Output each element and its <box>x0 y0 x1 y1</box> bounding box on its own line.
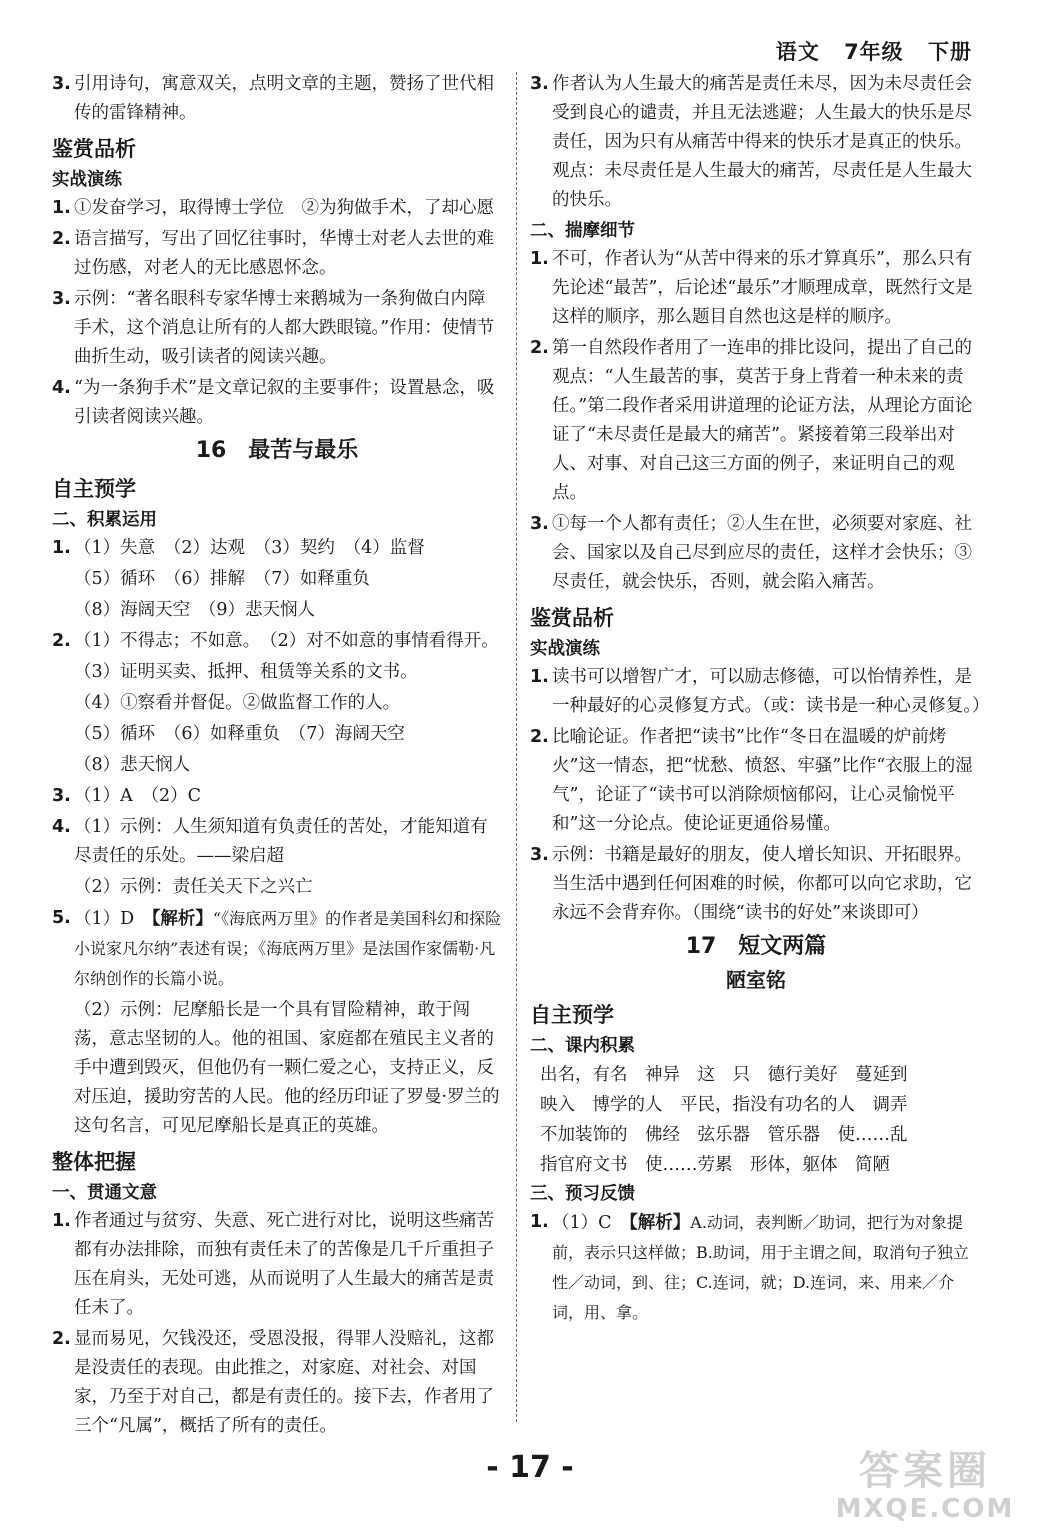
subsection-heading-detail: 二、揣摩细节 <box>530 221 635 241</box>
subsection-heading-feedback: 三、预习反馈 <box>530 1184 635 1204</box>
answer-item: 2. （1）不得志；不如意。 （2）对不如意的事情看得开。 <box>52 631 499 651</box>
answer-item: 4. “为一条狗手术”是文章记叙的主要事件；设置悬念，吸引读者阅读兴趣。 <box>52 378 495 427</box>
section-heading-appreciation: 鉴赏品析 <box>52 137 136 161</box>
section-heading-preview: 自主预学 <box>52 477 136 501</box>
lesson-subtitle: 陋室铭 <box>726 968 786 992</box>
subsection-heading-accumulation: 二、积累运用 <box>52 510 157 530</box>
header-volume: 下册 <box>928 40 972 64</box>
section-heading-overall: 整体把握 <box>52 1150 136 1174</box>
answer-item: 2. 显而易见，欠钱没还，受恩没报，得罪人没赔礼，这都是没责任的表现。由此推之，对家庭、对社会、对国家，乃至于对自己，都是有责任的。接下去，作者用了三个“凡属”，概括了所有的责任。 <box>52 1329 494 1436</box>
subsection-heading-thorough: 一、贯通文意 <box>52 1183 157 1203</box>
section-heading-preview: 自主预学 <box>530 1003 614 1027</box>
lesson-title-16: 16 最苦与最乐 <box>195 438 359 463</box>
answer-item: 2. 比喻论证。作者把“读书”比作“冬日在温暖的炉前烤火”这一情态，把“忧愁、愤怒、牢骚”比作“衣服上的湿气”，论证了“读书可以消除烦恼郁闷，让心灵愉悦平和”这一分论点。使论证更通俗易懂。 <box>530 727 973 834</box>
subsection-heading-practice: 实战演练 <box>52 170 122 190</box>
answer-item: 1. （1）C 【解析】A.动词，表判断／助词，把行为对象提前，表示只这样做；B.助词，用于主谓之间，取消句子独立性／动词，到、往；C.连词，就；D.连词，来、用来／介词，用、拿。 <box>530 1212 969 1322</box>
answer-item: 1. （1）失意 （2）达观 （3）契约 （4）监督 <box>52 538 425 558</box>
answer-item: 3. 示例：书籍是最好的朋友，使人增长知识、开拓眼界。当生活中遇到任何困难的时候，你都可以向它求助，它永远不会背弃你。（围绕“读书的好处”来谈即可） <box>530 845 972 923</box>
answer-item: 1. 读书可以增智广才，可以励志修德，可以怡情养性，是一种最好的心灵修复方式。（或：读书是一种心灵修复。） <box>530 667 990 716</box>
column-divider <box>516 72 517 1422</box>
answer-item: 2. 第一自然段作者用了一连串的排比设问，提出了自己的观点：“人生最苦的事，莫苦于身上背着一种未来的责任。”第二段作者采用讲道理的论证方法，从理论方面论证了“未尽责任是最大的痛苦”。紧接着第三段举出对人、对事、对自己这三方面的例子，来证明自己的观点。 <box>530 338 973 503</box>
answer-item: 3. ①每一个人都有责任；②人生在世，必须要对家庭、社会、国家以及自己尽到应尽的责任，这样才会快乐；③尽责任，就会快乐，否则，就会陷入痛苦。 <box>530 514 972 592</box>
answer-item: 3. 作者认为人生最大的痛苦是责任未尽，因为未尽责任会受到良心的谴责，并且无法逃避；人生最大的快乐是尽责任，因为只有从痛苦中得来的快乐才是真正的快乐。观点：未尽责任是人生最大的痛苦，尽责任是人生最大的快乐。 <box>530 74 972 210</box>
answer-item: 2. 语言描写，写出了回忆往事时，华博士对老人去世的难过伤感，对老人的无比感恩怀念。 <box>52 229 494 278</box>
answer-item: 3. 引用诗句，寓意双关，点明文章的主题，赞扬了世代相传的雷锋精神。 <box>52 74 494 123</box>
vocab-list: 出名，有名 神异 这 只 德行美好 蔓延到 映入 博学的人 平民，指没有功名的人 调弄 不加装饰的 佛经 弦乐器 管乐器 使……乱 指官府文书 使……劳累 形体，躯体 简陋 <box>540 1065 908 1175</box>
subsection-heading-practice: 实战演练 <box>530 639 600 659</box>
header-grade: 7年级 <box>844 40 904 64</box>
lesson-title-17: 17 短文两篇 <box>685 934 827 959</box>
page-header <box>760 36 972 66</box>
section-heading-appreciation: 鉴赏品析 <box>530 606 614 630</box>
subsection-heading-inclass: 二、课内积累 <box>530 1036 635 1056</box>
answer-item: 1. 作者通过与贫穷、失意、死亡进行对比，说明这些痛苦都有办法排除，而独有责任未了的苦像是几千斤重担子压在肩头，无处可逃，从而说明了人生最大的痛苦是责任未了。 <box>52 1211 494 1318</box>
answer-item: 3. （1）A （2）C <box>52 786 202 806</box>
left-column: 3. 引用诗句，寓意双关，点明文章的主题，赞扬了世代相传的雷锋精神。 鉴赏品析 实战演练 1. ①发奋学习，取得博士学位 ②为狗做手术，了却心愿 2. 语言描写，写出了回忆往事时，华博士对老人去世的难过伤感，对老人的无比感恩怀念。 3. 示例：“著名眼科专家华博士来鹅城为一条狗做白内障手术，这个消息让所有的人都大跌眼镜。”作用：使情节曲折生动，吸引读者的阅读兴趣。 4. “为一条狗手术”是文章记叙的主要事件；设置悬念，吸引读者阅读兴趣。 16 最苦与最乐 自主预学 二、积累运用 1. （1）失意 （2）达观 （3）契约 （4）监督 （5）循环 （6）排解 （7）如释重负 （8）海阔天空 （9）悲天悯人 2. （1）不得志；不如意。 （2）对不如意的事情看得开。 （3）证明买卖、抵押、租赁等关系的文书。 （4）①察看并督促。②做监督工作的人。 （5）循环 （6）如释重负 （7）海阔天空 （8）悲天悯人 3. （1）A （2）C 4. （1）示例：人生须知道有负责任的苦处，才能知道有尽责任的乐处。——梁启超 （2）示例：责任关天下之兴亡 5. （1）D 【解析】“《海底两万里》的作者是美国科幻和探险小说家凡尔纳”表述有误；《海底两万里》是法国作家儒勒·凡尔纳创作的长篇小说。 （2）示例：尼摩船长是一个具有冒险精神，敢于闯荡，意志坚韧的人。他的祖国、家庭都在殖民主义者的手中遭到毁灭，但他仍有一颗仁爱之心，支持正义，反对压迫，援助穷苦的人民。他的经历印证了罗曼·罗兰的这句名言，可见尼摩船长是真正的英雄。 整体把握 一、贯通文意 1. 作者通过与贫穷、失意、死亡进行对比，说明这些痛苦都有办法排除，而独有责任未了的苦像是几千斤重担子压在肩头，无处可逃，从而说明了人生最大的痛苦是责任未了。 2. 显而易见，欠钱没还，受恩没报，得罪人没赔礼，这都是没责任的表现。由此推之，对家庭、对社会、对国家，乃至于对自己，都是有责任的。接下去，作者用了三个“凡属”，概括了所有的责任。 <box>52 70 502 1443</box>
answer-item: 5. （1）D 【解析】“《海底两万里》的作者是美国科幻和探险小说家凡尔纳”表述有误；《海底两万里》是法国作家儒勒·凡尔纳创作的长篇小说。 <box>52 908 502 988</box>
right-column <box>530 70 990 1330</box>
answer-item: 1. ①发奋学习，取得博士学位 ②为狗做手术，了却心愿 <box>52 198 494 218</box>
page-number: - 17 - <box>486 1450 574 1485</box>
header-subject: 语文 <box>775 40 820 64</box>
answer-item: 1. 不可，作者认为“从苦中得来的乐才算真乐”，那么只有先论述“最苦”，后论述“最乐”才顺理成章，既然行文是这样的顺序，那么题目自然也这是样的顺序。 <box>530 249 973 327</box>
watermark-logo: 答案圈 MXQE.COM <box>835 1448 1015 1524</box>
answer-item: 3. 示例：“著名眼科专家华博士来鹅城为一条狗做白内障手术，这个消息让所有的人都大跌眼镜。”作用：使情节曲折生动，吸引读者的阅读兴趣。 <box>52 289 495 367</box>
answer-item: 4. （1）示例：人生须知道有负责任的苦处，才能知道有尽责任的乐处。——梁启超 <box>52 817 488 866</box>
